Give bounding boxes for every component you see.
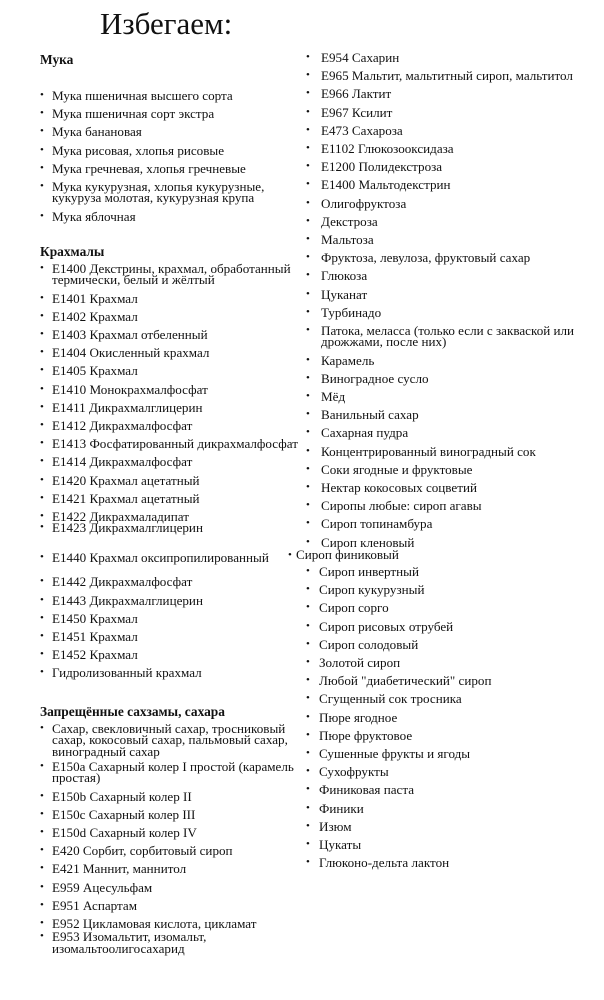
list-item: • Пюре фруктовое [306, 730, 596, 741]
list-item: • Мука яблочная [40, 211, 302, 222]
list-item: • Е965 Мальтит, мальтитный сироп, мальтитол [306, 70, 596, 81]
list-item: • Е150c Сахарный колер III [40, 809, 302, 820]
list-item: • Мука рисовая, хлопья рисовые [40, 145, 302, 156]
list-item: • Декстроза [306, 216, 596, 227]
list-item: • Виноградное сусло [306, 373, 596, 384]
list-item: • Сироп кленовый [306, 537, 596, 548]
list-item: • Изюм [306, 821, 596, 832]
list-item: • Сухофрукты [306, 766, 596, 777]
list-item: • Сгущенный сок тросника [306, 693, 596, 704]
list-item: • Е954 Сахарин [306, 52, 596, 63]
list-item: • Фруктоза, левулоза, фруктовый сахар [306, 252, 596, 263]
list-item: • Е1411 Дикрахмалглицерин [40, 402, 302, 413]
list-item: • Гидролизованный крахмал [40, 667, 302, 678]
sugars-list-continued [306, 52, 596, 548]
list-item: • Е150b Сахарный колер II [40, 791, 302, 802]
list-item: • Сироп солодовый [306, 639, 596, 650]
right-column [296, 50, 596, 875]
list-item: • Е1451 Крахмал [40, 631, 302, 642]
list-item: • Сироп финиковый [288, 549, 596, 561]
list-item: • Сиропы любые: сироп агавы [306, 500, 596, 511]
list-item: • Е150a Сахарный колер I простой (карамель простая) [40, 761, 302, 784]
list-item: • Сироп кукурузный [306, 584, 596, 595]
list-item: • Сушенные фрукты и ягоды [306, 748, 596, 759]
list-item: • Е1442 Дикрахмалфосфат [40, 576, 302, 587]
flour-list [40, 90, 302, 222]
list-item: • Е1200 Полидекстроза [306, 161, 596, 172]
list-item: • Мёд [306, 391, 596, 402]
left-column [40, 52, 302, 961]
list-item: • Е1412 Дикрахмалфосфат [40, 420, 302, 431]
list-item: • Е959 Ацесульфам [40, 882, 302, 893]
list-item: • Е1405 Крахмал [40, 365, 302, 376]
list-item: • Сахар, свекловичный сахар, тросниковый сахар, кокосовый сахар, пальмовый сахар, виноградный сахар [40, 723, 302, 757]
list-item: • Глюкоза [306, 270, 596, 281]
sugars-list-continued-b [306, 563, 596, 871]
list-item: • Е421 Маннит, маннитол [40, 863, 302, 874]
list-item: • Е1423 Дикрахмалглицерин [40, 522, 302, 533]
list-item: • Е1440 Крахмал оксипропилированный [40, 552, 302, 563]
list-item: • Карамель [306, 355, 596, 366]
list-item: • Глюконо-дельта лактон [306, 857, 596, 868]
list-item: • Е420 Сорбит, сорбитовый сироп [40, 845, 302, 856]
list-item: • Е966 Лактит [306, 88, 596, 99]
list-item: • Е952 Цикламовая кислота, цикламат [40, 918, 302, 929]
section-heading-flour: Мука [40, 52, 74, 67]
list-item: • Е1413 Фосфатированный дикрахмалфосфат [40, 438, 302, 449]
list-item: • Сироп сорго [306, 602, 596, 613]
list-item: • Цукаты [306, 839, 596, 850]
list-item: • Мука пшеничная сорт экстра [40, 108, 302, 119]
list-item: • Е1450 Крахмал [40, 613, 302, 624]
section-heading-sugars: Запрещённые сахзамы, сахара [40, 703, 225, 719]
list-item: • Е1452 Крахмал [40, 649, 302, 660]
list-item: • Любой "диабетический" сироп [306, 675, 596, 686]
list-item: • Мальтоза [306, 234, 596, 245]
list-item: • Золотой сироп [306, 657, 596, 668]
list-item: • Сахарная пудра [306, 427, 596, 438]
page-title: Избегаем: [100, 6, 233, 41]
list-item: • Концентрированный виноградный сок [306, 446, 596, 457]
list-item: • Е1443 Дикрахмалглицерин [40, 595, 302, 606]
list-item: • Сироп инвертный [306, 566, 596, 577]
list-item: • Е1102 Глюкозооксидаза [306, 143, 596, 154]
list-item: • Цуканат [306, 289, 596, 300]
list-item: • Патока, меласса (только если с закваской или дрожжами, после них) [306, 325, 596, 348]
sugars-list [40, 720, 302, 956]
list-item: • Сироп топинамбура [306, 518, 596, 529]
list-item: • Соки ягодные и фруктовые [306, 464, 596, 475]
list-item: • Е150d Сахарный колер IV [40, 827, 302, 838]
section-heading-starches: Крахмалы [40, 244, 105, 260]
list-item: • Е1400 Мальтодекстрин [306, 179, 596, 190]
list-item: • Ванильный сахар [306, 409, 596, 420]
list-item: • Е951 Аспартам [40, 900, 302, 911]
list-item: • Е1414 Дикрахмалфосфат [40, 456, 302, 467]
starches-list [40, 263, 302, 679]
list-item: • Мука пшеничная высшего сорта [40, 90, 302, 101]
list-item: • Е1401 Крахмал [40, 293, 302, 304]
list-item: • Е1404 Окисленный крахмал [40, 347, 302, 358]
list-item: • Е1422 Дикрахмаладипат [40, 511, 302, 522]
list-item: • Финиковая паста [306, 784, 596, 795]
list-item: • Е967 Ксилит [306, 107, 596, 118]
list-item: • Нектар кокосовых соцветий [306, 482, 596, 493]
list-item: • Е473 Сахароза [306, 125, 596, 136]
list-item: • Е1400 Декстрины, крахмал, обработанный термически, белый и жёлтый [40, 263, 302, 286]
list-item: • Сироп рисовых отрубей [306, 621, 596, 632]
list-item: • Е1421 Крахмал ацетатный [40, 493, 302, 504]
list-item: • Олигофруктоза [306, 198, 596, 209]
list-item: • Е1420 Крахмал ацетатный [40, 475, 302, 486]
list-item: • Мука банановая [40, 126, 302, 137]
list-item: • Мука гречневая, хлопья гречневые [40, 163, 302, 174]
list-item: • Пюре ягодное [306, 712, 596, 723]
list-item: • Е1402 Крахмал [40, 311, 302, 322]
list-item: • Мука кукурузная, хлопья кукурузные, кукуруза молотая, кукурузная крупа [40, 181, 302, 204]
list-item: • Е953 Изомальтит, изомальт, изомальтоолигосахарид [40, 931, 302, 954]
list-item: • Финики [306, 803, 596, 814]
list-item: • Е1410 Монокрахмалфосфат [40, 384, 302, 395]
list-item: • Е1403 Крахмал отбеленный [40, 329, 302, 340]
list-item: • Турбинадо [306, 307, 596, 318]
